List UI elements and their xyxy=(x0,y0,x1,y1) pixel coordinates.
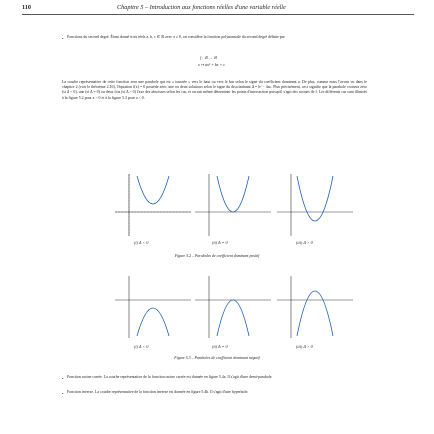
caption-fig-5-2: Figure 5.2 – Paraboles de coefficient dominant positif xyxy=(174,254,260,258)
label-pos-2: (ii) Δ = 0 xyxy=(212,240,228,245)
graph-neg-3 xyxy=(277,276,353,338)
label-pos-3: (iii) Δ > 0 xyxy=(296,240,313,245)
graph-pos-1 xyxy=(115,174,191,236)
body-paragraph: La courbe représentative de cette fonction sera une parabole qui est « tournée » vers le haut ou vers le bas selon le signe du coefficient dominant a. De plus, comme nous l'avons vu dans le chapitre 2 (voir le théorème 2.16), l'équation f(x) = 0 possède zéro, une ou deux solutions selon le signe du discriminant Δ = b² − 4ac. Plus précisément, ceci signifie que la parabole croisera zéro (si Δ < 0), une (si Δ = 0) ou deux fois (si Δ > 0) l'axe des abscisses selon les cas, et on sait même déterminer les points d'intersection puisqu'il s'agit des racines de f. Les différents cas sont illustrés à la figure 5.2 pour a > 0 et à la figure 5.3 pour a < 0. xyxy=(62,80,367,100)
bullet-icon: • xyxy=(62,36,64,41)
graph-neg-2 xyxy=(195,276,271,338)
bullet-inverse: Fonction inverse. La courbe représentative de la fonction inverse est donnée en figure 5.4b. Il s'agit d'une hyperbole. xyxy=(67,390,249,394)
graph-pos-2 xyxy=(195,174,271,236)
bullet-icon: • xyxy=(62,376,64,381)
bullet-sqrt: Fonction racine carrée. La courbe représentative de la fonction racine carrée est donnée en figure 5.4a. Il s'agit d'une demi-parabole. xyxy=(67,375,273,379)
label-neg-1: (i) Δ < 0 xyxy=(134,344,149,349)
label-neg-2: (ii) Δ = 0 xyxy=(212,344,228,349)
label-neg-3: (iii) Δ > 0 xyxy=(296,344,313,349)
formula-line-1: f : ℝ → ℝ xyxy=(200,55,217,60)
page-header xyxy=(22,4,414,15)
label-pos-1: (i) Δ < 0 xyxy=(134,240,149,245)
caption-fig-5-3: Figure 5.3 – Paraboles de coefficient dominant négatif xyxy=(174,356,260,360)
bullet-icon: • xyxy=(62,391,64,396)
graph-pos-3 xyxy=(277,174,353,236)
graph-neg-1 xyxy=(115,276,191,338)
formula-line-2: x ↦ ax² + bx + c xyxy=(198,62,226,67)
page-number: 110 xyxy=(22,4,31,11)
intro-paragraph: Fonctions du second degré. Étant donné trois réels a, b, c ∈ ℝ avec a ≠ 0, on considère la fonction polynomiale du second degré définie par xyxy=(67,35,285,39)
chapter-title: Chapitre 5 – Introduction aux fonctions réelles d'une variable réelle xyxy=(117,4,286,11)
